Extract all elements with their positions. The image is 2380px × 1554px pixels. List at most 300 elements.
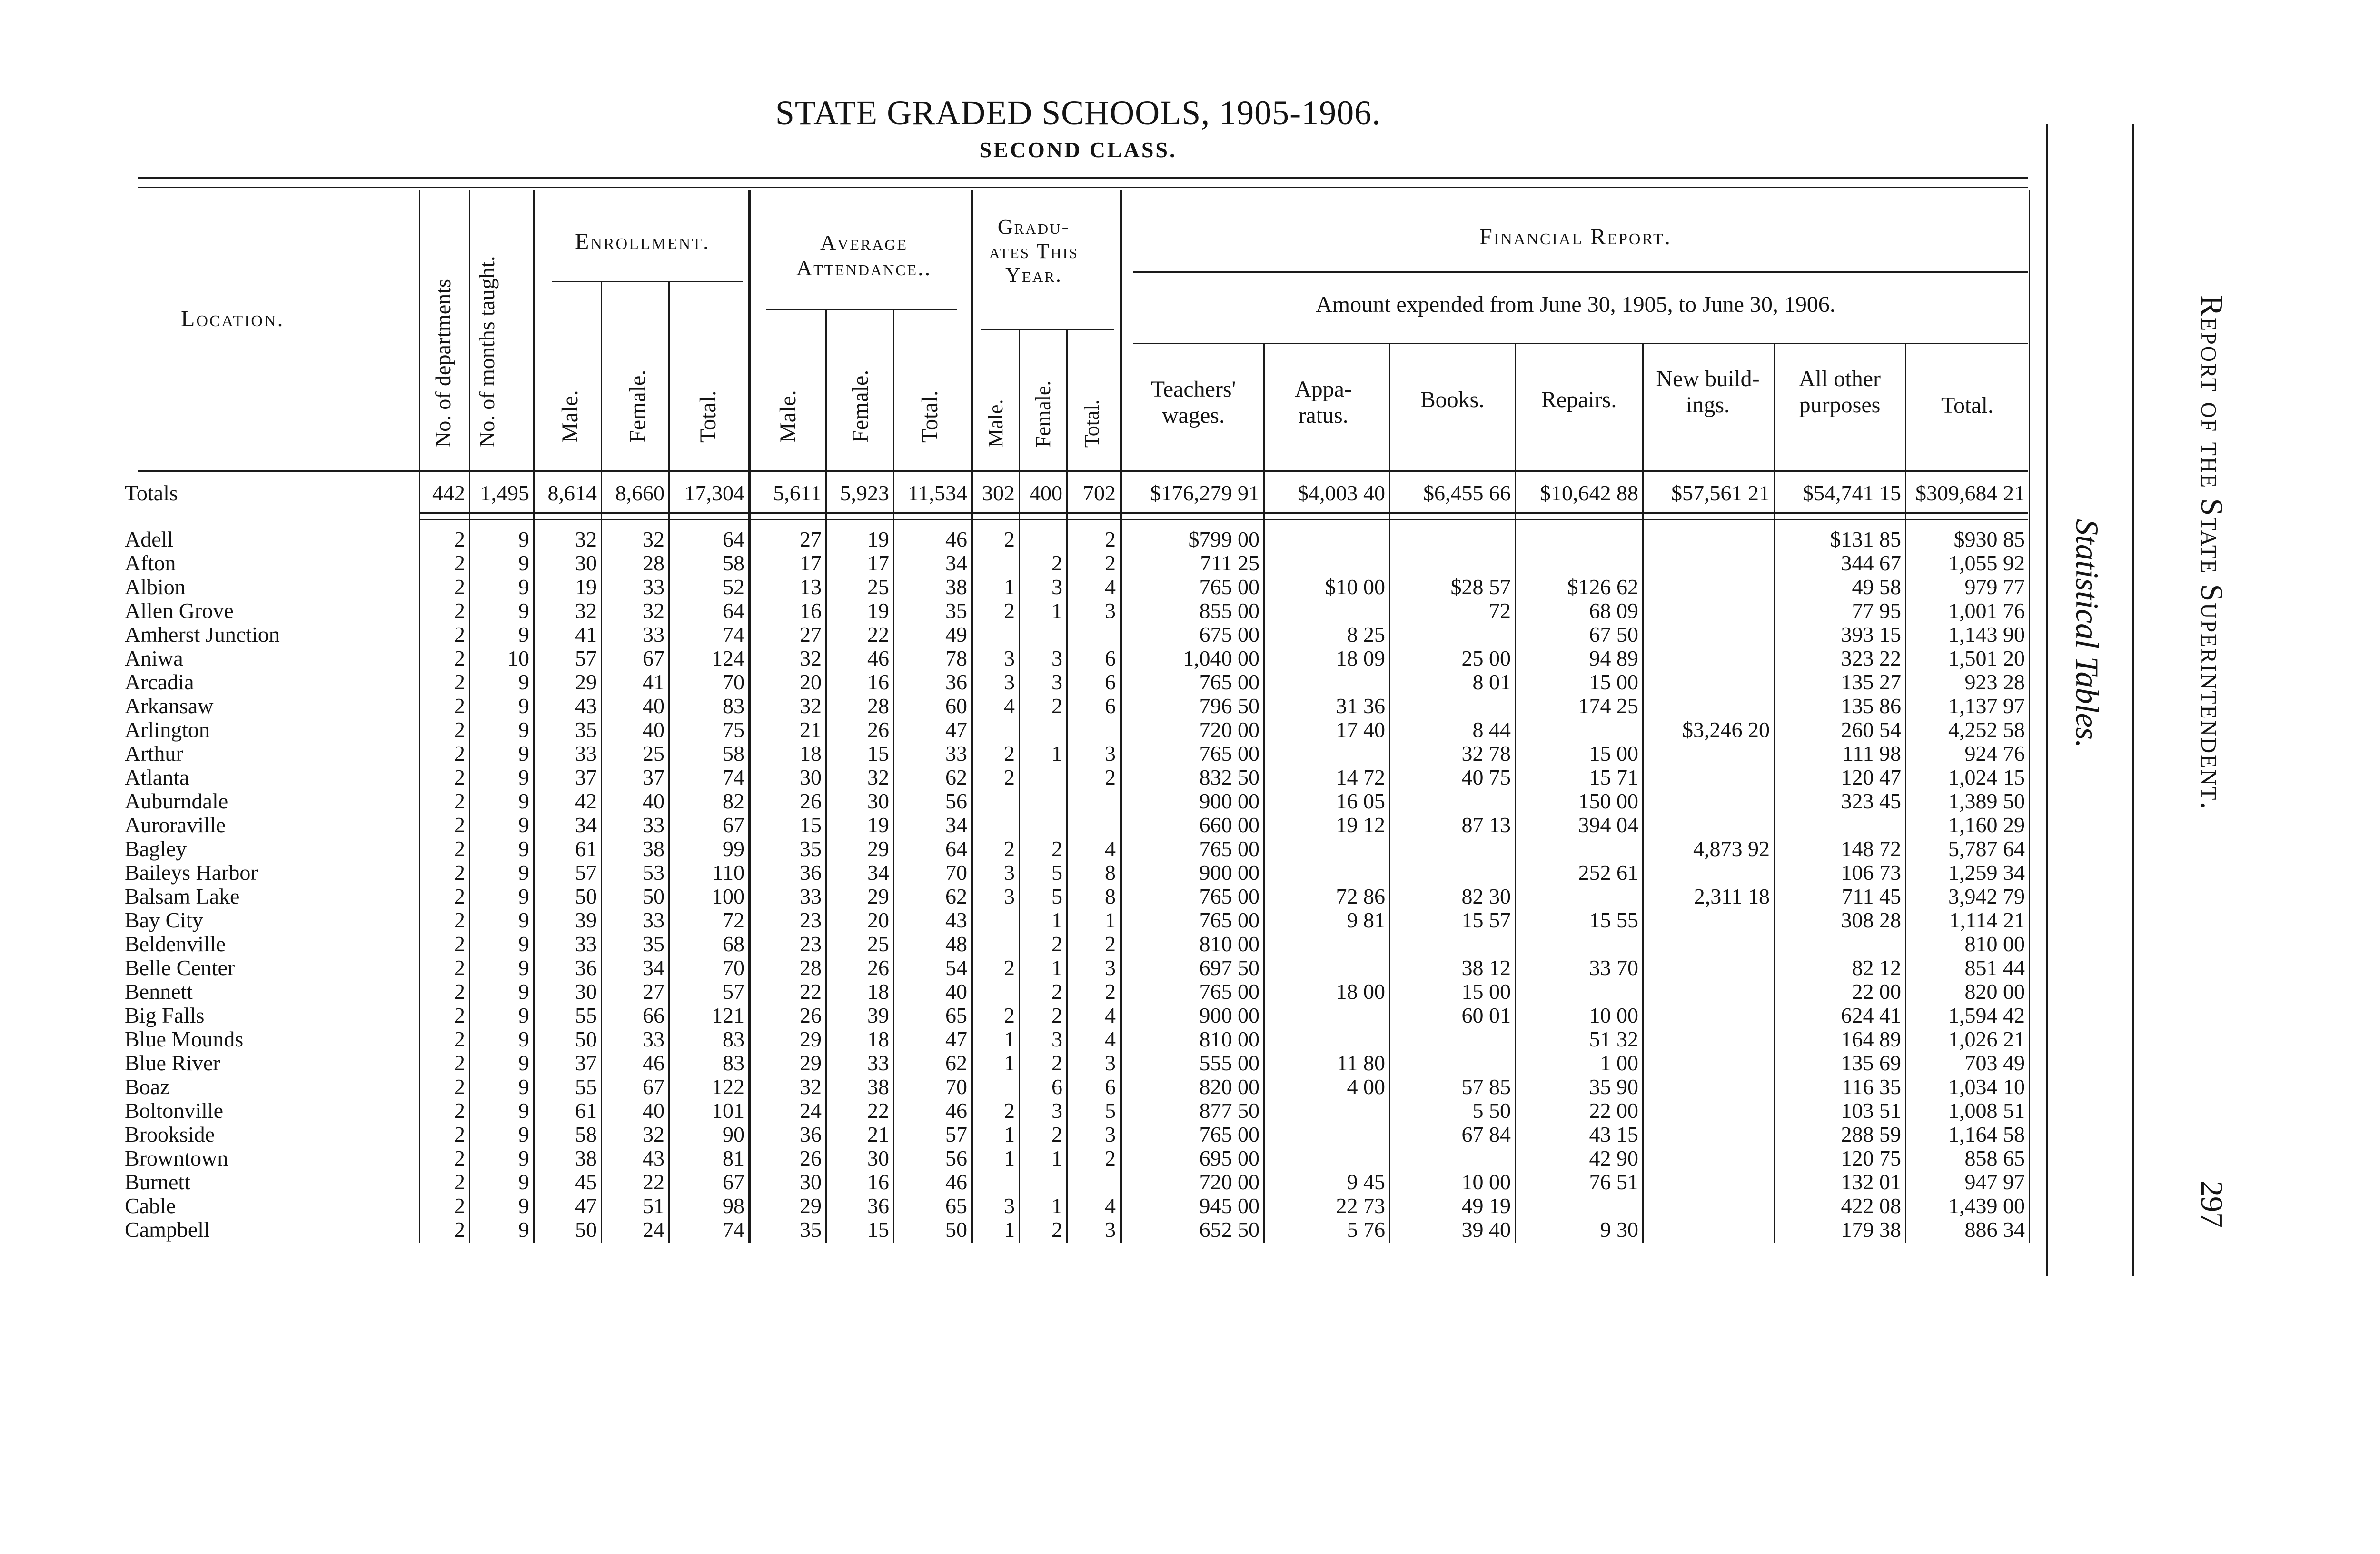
value-cell: 2 [1051,980,1062,1004]
value-cell [1019,528,1066,551]
location-cell: Balsam Lake [125,885,240,908]
value-cell: 8,614 [547,481,597,505]
value-cell: 2 [454,1170,465,1194]
value-cell: 72 [723,908,744,932]
value-cell: 2,311 18 [1694,885,1770,908]
value-cell: 17 [800,551,822,575]
value-cell: 74 [723,623,744,647]
value-cell: 64 [723,599,744,623]
value-cell: 50 [945,1218,967,1242]
value-cell: 9 [518,861,529,885]
value-cell: 18 [800,742,822,766]
location-cell: Browntown [125,1146,228,1170]
location-cell: Aniwa [125,647,183,670]
value-cell: 3 [1004,647,1015,670]
value-cell: 21 [867,1123,889,1146]
value-cell [971,908,1019,932]
value-cell: 32 [800,647,822,670]
value-cell: 765 00 [1199,742,1259,766]
value-cell: 900 00 [1199,789,1259,813]
value-cell: 1 [1051,956,1062,980]
table-row [125,1099,2029,1123]
value-cell: 4,252 58 [1948,718,2025,742]
value-cell: 57 [575,647,597,670]
value-cell: 2 [1051,932,1062,956]
value-cell: 18 [867,1027,889,1051]
table-row [125,1027,2029,1051]
value-cell [971,932,1019,956]
value-cell: 9 [518,528,529,551]
value-cell: 111 98 [1842,742,1901,766]
value-cell: 33 70 [1589,956,1638,980]
value-cell: 27 [800,528,822,551]
value-cell [1642,980,1774,1004]
value-cell: 34 [945,813,967,837]
value-cell [1263,670,1389,694]
value-cell: 2 [454,837,465,861]
value-cell: 24 [800,1099,822,1123]
value-cell: 46 [945,1099,967,1123]
value-cell: 67 [643,647,664,670]
value-cell [971,1170,1019,1194]
value-cell: 35 [945,599,967,623]
value-cell [1642,599,1774,623]
value-cell: 30 [867,789,889,813]
value-cell: 15 55 [1589,908,1638,932]
value-cell: 2 [1051,694,1062,718]
value-cell [1389,1027,1515,1051]
value-cell: 3 [1105,1051,1116,1075]
value-cell: 43 [643,1146,664,1170]
value-cell: 10 [507,647,529,670]
value-cell [1642,1170,1774,1194]
value-cell: 19 [575,575,597,599]
value-cell: 99 [723,837,744,861]
value-cell: 82 12 [1852,956,1901,980]
value-cell [1066,813,1120,837]
value-cell: $930 85 [1954,528,2025,551]
value-cell: 9 [518,956,529,980]
value-cell: 103 51 [1841,1099,1901,1123]
value-cell: 35 [643,932,664,956]
page-title: STATE GRADED SCHOOLS, 1905-1906. [775,94,1381,132]
value-cell: 2 [454,885,465,908]
value-cell: 1,389 50 [1948,789,2025,813]
value-cell: 40 [945,980,967,1004]
value-cell: 37 [643,766,664,789]
location-cell: Blue Mounds [125,1027,244,1051]
value-cell: 33 [800,885,822,908]
value-cell: 9 [518,1218,529,1242]
value-cell: 58 [575,1123,597,1146]
value-cell: 48 [945,932,967,956]
value-cell: 288 59 [1841,1123,1901,1146]
value-cell [1263,1123,1389,1146]
value-cell [1515,551,1642,575]
value-cell: 179 38 [1841,1218,1901,1242]
value-cell [1642,1099,1774,1123]
value-cell: 29 [575,670,597,694]
value-cell: 9 [518,1027,529,1051]
value-cell: 49 58 [1852,575,1901,599]
value-cell: 40 [643,1099,664,1123]
value-cell: 1 [1051,742,1062,766]
value-cell [1263,551,1389,575]
value-cell: 624 41 [1841,1004,1901,1027]
value-cell: 1 [1051,1194,1062,1218]
value-cell: 765 00 [1199,670,1259,694]
value-cell: 43 [575,694,597,718]
value-cell: 2 [454,908,465,932]
value-cell [1642,1123,1774,1146]
page-subtitle: SECOND CLASS. [979,138,1177,162]
value-cell: 5 50 [1472,1099,1511,1123]
value-cell: 22 73 [1336,1194,1385,1218]
value-cell: 555 00 [1199,1051,1259,1075]
value-cell: 60 [945,694,967,718]
value-cell: 3 [1105,956,1116,980]
value-cell: 2 [454,528,465,551]
location-cell: Arcadia [125,670,194,694]
running-head: Report of the State Superintendent. [2194,295,2229,811]
value-cell: $54,741 15 [1803,481,1901,505]
value-cell: 22 00 [1852,980,1901,1004]
value-cell: 67 [723,813,744,837]
value-cell: 2 [454,861,465,885]
value-cell: 67 [723,1170,744,1194]
value-cell: 14 72 [1336,766,1385,789]
value-cell [971,813,1019,837]
value-cell: 720 00 [1199,1170,1259,1194]
value-cell [1642,932,1774,956]
value-cell: 877 50 [1199,1099,1259,1123]
value-cell: 2 [1004,1004,1015,1027]
value-cell: 9 [518,551,529,575]
value-cell: 24 [643,1218,664,1242]
value-cell: 36 [945,670,967,694]
value-cell: 11,534 [908,481,967,505]
value-cell: 15 00 [1589,742,1638,766]
value-cell: 17,304 [684,481,744,505]
value-cell: 302 [982,481,1015,505]
value-cell: 33 [575,742,597,766]
value-cell: 5,923 [840,481,889,505]
value-cell: 70 [723,670,744,694]
page-edge-rule [2046,124,2048,1276]
value-cell: 33 [575,932,597,956]
value-cell: 3 [1105,599,1116,623]
value-cell [1019,718,1066,742]
value-cell: 1,055 92 [1948,551,2025,575]
value-cell: 2 [454,932,465,956]
value-cell: 110 [712,861,744,885]
value-cell [1642,1051,1774,1075]
value-cell: 422 08 [1841,1194,1901,1218]
value-cell [1774,813,1905,837]
value-cell: 33 [643,813,664,837]
value-cell: 41 [575,623,597,647]
value-cell: 30 [800,1170,822,1194]
value-cell: 5 [1051,885,1062,908]
value-cell: 135 86 [1841,694,1901,718]
value-cell: 81 [723,1146,744,1170]
header-fin-total: Total. [1941,393,1993,418]
value-cell: 2 [1051,837,1062,861]
attendance-rule [766,309,957,310]
value-cell [1515,837,1642,861]
table-row [125,647,2029,670]
location-cell: Boltonville [125,1099,223,1123]
value-cell [1389,1051,1515,1075]
financial-rule-1 [1133,271,2028,273]
value-cell: 122 [712,1075,744,1099]
value-cell: 22 [800,980,822,1004]
value-cell: 2 [1051,1218,1062,1242]
value-cell: 38 [643,837,664,861]
value-cell: 32 [575,599,597,623]
value-cell: 116 35 [1842,1075,1901,1099]
value-cell: 60 01 [1461,1004,1511,1027]
value-cell: 29 [800,1194,822,1218]
value-cell: 3 [1004,885,1015,908]
value-cell: 75 [723,718,744,742]
spacer-cell [125,510,2029,528]
value-cell: 16 05 [1336,789,1385,813]
value-cell: 78 [945,647,967,670]
value-cell: 2 [454,1194,465,1218]
location-cell: Arlington [125,718,210,742]
value-cell: 17 [867,551,889,575]
value-cell: 66 [643,1004,664,1027]
value-cell: 76 51 [1589,1170,1638,1194]
location-cell: Bagley [125,837,187,861]
value-cell: 26 [867,718,889,742]
value-cell: 2 [454,813,465,837]
value-cell: 695 00 [1199,1146,1259,1170]
value-cell: 30 [575,980,597,1004]
value-cell: 70 [945,861,967,885]
value-cell [1515,885,1642,908]
value-cell: 35 90 [1589,1075,1638,1099]
location-cell: Afton [125,551,176,575]
value-cell: 1,164 58 [1948,1123,2025,1146]
value-cell [1263,1004,1389,1027]
value-cell: 25 [643,742,664,766]
value-cell: 29 [800,1051,822,1075]
value-cell: 9 [518,694,529,718]
value-cell: 2 [1105,932,1116,956]
value-cell: 50 [575,885,597,908]
value-cell: 4 [1105,575,1116,599]
value-cell: 62 [945,885,967,908]
value-cell [1389,932,1515,956]
value-cell: 1 [1004,575,1015,599]
value-cell: 100 [712,885,744,908]
value-cell [1515,980,1642,1004]
value-cell: 711 45 [1842,885,1901,908]
value-cell: 1,008 51 [1948,1099,2025,1123]
value-cell: 832 50 [1199,766,1259,789]
table-row [125,1170,2029,1194]
value-cell: 6 [1105,694,1116,718]
value-cell: 2 [454,1123,465,1146]
value-cell: 820 00 [1964,980,2025,1004]
value-cell: 9 [518,1051,529,1075]
value-cell [1389,528,1515,551]
value-cell: 765 00 [1199,908,1259,932]
value-cell: 9 [518,623,529,647]
value-cell: 62 [945,766,967,789]
header-att-total: Total. [917,390,942,443]
value-cell: 9 [518,742,529,766]
value-cell: 51 32 [1589,1027,1638,1051]
value-cell: 1 [1004,1027,1015,1051]
value-cell [1389,789,1515,813]
value-cell: 2 [1105,766,1116,789]
value-cell: 2 [1051,1004,1062,1027]
value-cell: 9 45 [1347,1170,1385,1194]
top-rule-1 [138,177,2028,179]
value-cell: 29 [867,837,889,861]
value-cell: $28 57 [1450,575,1511,599]
value-cell: 2 [1004,837,1015,861]
value-cell: 20 [800,670,822,694]
value-cell: 810 00 [1964,932,2025,956]
value-cell: 1,040 00 [1183,647,1259,670]
value-cell: 83 [723,1051,744,1075]
value-cell: 23 [800,932,822,956]
value-cell: 28 [643,551,664,575]
value-cell [1263,837,1389,861]
value-cell: 72 86 [1336,885,1385,908]
value-cell: 25 [867,932,889,956]
header-new-buildings: New build- ings. [1656,366,1760,418]
table-row [125,1146,2029,1170]
value-cell: 30 [575,551,597,575]
value-cell: 252 61 [1578,861,1638,885]
table-row [125,694,2029,718]
value-cell [1642,766,1774,789]
value-cell: 1,143 90 [1948,623,2025,647]
value-cell: 1,024 15 [1948,766,2025,789]
value-cell [1263,861,1389,885]
value-cell [1642,1027,1774,1051]
value-cell: $176,279 91 [1150,481,1259,505]
table-row [125,718,2029,742]
value-cell [971,980,1019,1004]
location-cell: Auroraville [125,813,226,837]
value-cell [971,551,1019,575]
value-cell: 57 [945,1123,967,1146]
location-cell: Cable [125,1194,176,1218]
value-cell: 393 15 [1841,623,1901,647]
value-cell: 9 [518,670,529,694]
value-cell: 2 [454,1051,465,1075]
value-cell: 16 [867,1170,889,1194]
value-cell: 52 [723,575,744,599]
value-cell: 26 [800,1004,822,1027]
value-cell [1642,647,1774,670]
value-cell: 36 [800,1123,822,1146]
value-cell: 3 [1105,1218,1116,1242]
value-cell: $309,684 21 [1915,481,2025,505]
value-cell: 50 [643,885,664,908]
location-cell: Atlanta [125,766,189,789]
value-cell: 855 00 [1199,599,1259,623]
value-cell: 46 [945,528,967,551]
value-cell: 1,114 21 [1949,908,2025,932]
value-cell: 17 40 [1336,718,1385,742]
top-rule-2 [138,187,2028,188]
value-cell: 55 [575,1004,597,1027]
value-cell: 29 [800,1027,822,1051]
value-cell: 26 [867,956,889,980]
value-cell [1642,694,1774,718]
location-cell: Allen Grove [125,599,234,623]
header-grad-female: Female. [1031,380,1055,448]
table-row [125,789,2029,813]
value-cell: 10 00 [1461,1170,1511,1194]
value-cell: 2 [1004,766,1015,789]
value-cell: 1,439 00 [1948,1194,2025,1218]
value-cell: 2 [1051,1123,1062,1146]
value-cell: 323 45 [1841,789,1901,813]
value-cell: 1,034 10 [1948,1075,2025,1099]
value-cell [971,789,1019,813]
value-cell [971,1075,1019,1099]
totals-row [125,476,2029,510]
value-cell: 3 [1004,670,1015,694]
location-cell: Beldenville [125,932,226,956]
value-cell: 6 [1105,647,1116,670]
value-cell: 33 [643,1027,664,1051]
value-cell: 72 [1489,599,1511,623]
value-cell [1263,932,1389,956]
value-cell: 3 [1051,1027,1062,1051]
value-cell: 765 00 [1199,575,1259,599]
value-cell: 3 [1051,670,1062,694]
value-cell: 1,026 21 [1948,1027,2025,1051]
value-cell: 675 00 [1199,623,1259,647]
value-cell: 77 95 [1852,599,1901,623]
value-cell: 3,942 79 [1948,885,2025,908]
value-cell: 4 00 [1347,1075,1385,1099]
value-cell: 41 [643,670,664,694]
value-cell [1642,575,1774,599]
value-cell: 56 [945,1146,967,1170]
value-cell: 2 [454,575,465,599]
value-cell [1066,718,1120,742]
table-row [125,885,2029,908]
schools-table-body [125,476,2029,1242]
value-cell: 5 76 [1347,1218,1385,1242]
value-cell: 2 [1105,1146,1116,1170]
header-months: No. of months taught. [475,256,499,448]
value-cell: 3 [1105,742,1116,766]
table-row [125,956,2029,980]
value-cell: 120 47 [1841,766,1901,789]
value-cell: 923 28 [1964,670,2025,694]
value-cell [1642,551,1774,575]
value-cell: 323 22 [1841,647,1901,670]
value-cell: 32 78 [1461,742,1511,766]
value-cell: 34 [643,956,664,980]
location-cell: Burnett [125,1170,190,1194]
value-cell: 29 [867,885,889,908]
graduates-rule [981,329,1114,330]
value-cell: 851 44 [1964,956,2025,980]
value-cell: 2 [454,789,465,813]
